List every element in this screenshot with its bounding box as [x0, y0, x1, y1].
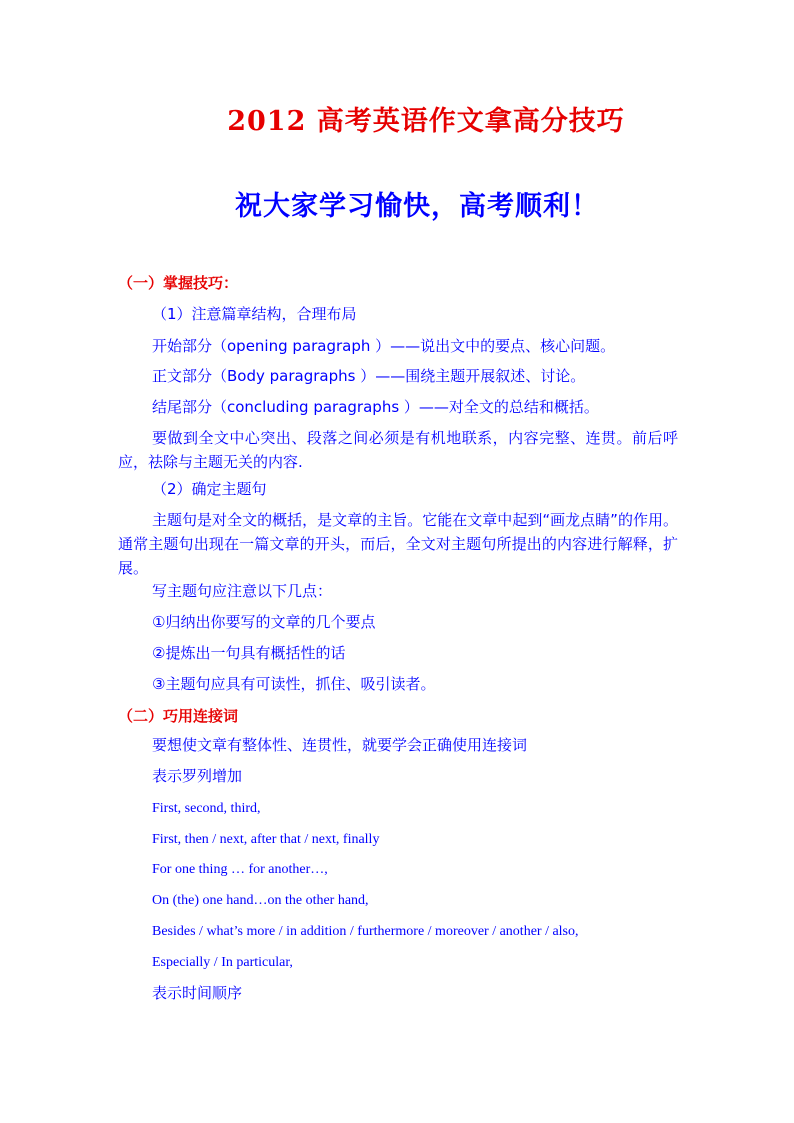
- concluding-paragraphs-line: 结尾部分（concluding paragraphs ）——对全文的总结和概括。: [152, 398, 599, 416]
- category-listing: 表示罗列增加: [152, 767, 243, 785]
- item2-heading: （2）确定主题句: [152, 480, 267, 498]
- document-subtitle: 祝大家学习愉快，高考顺利！: [235, 191, 599, 222]
- item1-heading: （1）注意篇章结构，合理布局: [152, 305, 357, 323]
- section1-heading: （一）掌握技巧：: [118, 274, 239, 292]
- connectives-intro: 要想使文章有整体性、连贯性，就要学会正确使用连接词: [152, 736, 528, 754]
- body-paragraphs-line: 正文部分（Body paragraphs ）——围绕主题开展叙述、讨论。: [152, 367, 586, 385]
- example-4: On (the) one hand…on the other hand,: [152, 893, 369, 908]
- example-2: First, then / next, after that / next, finally: [152, 832, 380, 847]
- note-2: ②提炼出一句具有概括性的话: [152, 644, 346, 662]
- coherence-paragraph: 要做到全文中心突出、段落之间必须是有机地联系，内容完整、连贯。前后呼应，祛除与主题无关的内容.: [118, 429, 678, 471]
- example-6: Especially / In particular,: [152, 955, 293, 970]
- example-3: For one thing … for another…,: [152, 862, 328, 877]
- example-1: First, second, third,: [152, 801, 261, 816]
- section2-heading: （二）巧用连接词: [118, 707, 239, 725]
- notes-intro: 写主题句应注意以下几点：: [152, 582, 333, 600]
- opening-paragraph-line: 开始部分（opening paragraph ）——说出文中的要点、核心问题。: [152, 337, 616, 355]
- note-1: ①归纳出你要写的文章的几个要点: [152, 613, 376, 631]
- topic-sentence-paragraph: 主题句是对全文的概括，是文章的主旨。它能在文章中起到“画龙点睛”的作用。通常主题句出现在一篇文章的开头，而后，全文对主题句所提出的内容进行解释，扩展。: [118, 511, 678, 577]
- note-3: ③主题句应具有可读性，抓住、吸引读者。: [152, 675, 436, 693]
- category-time-order: 表示时间顺序: [152, 984, 243, 1002]
- example-5: Besides / what’s more / in addition / furthermore / moreover / another / also,: [152, 924, 579, 939]
- document-title: 2012 高考英语作文拿高分技巧: [227, 106, 625, 137]
